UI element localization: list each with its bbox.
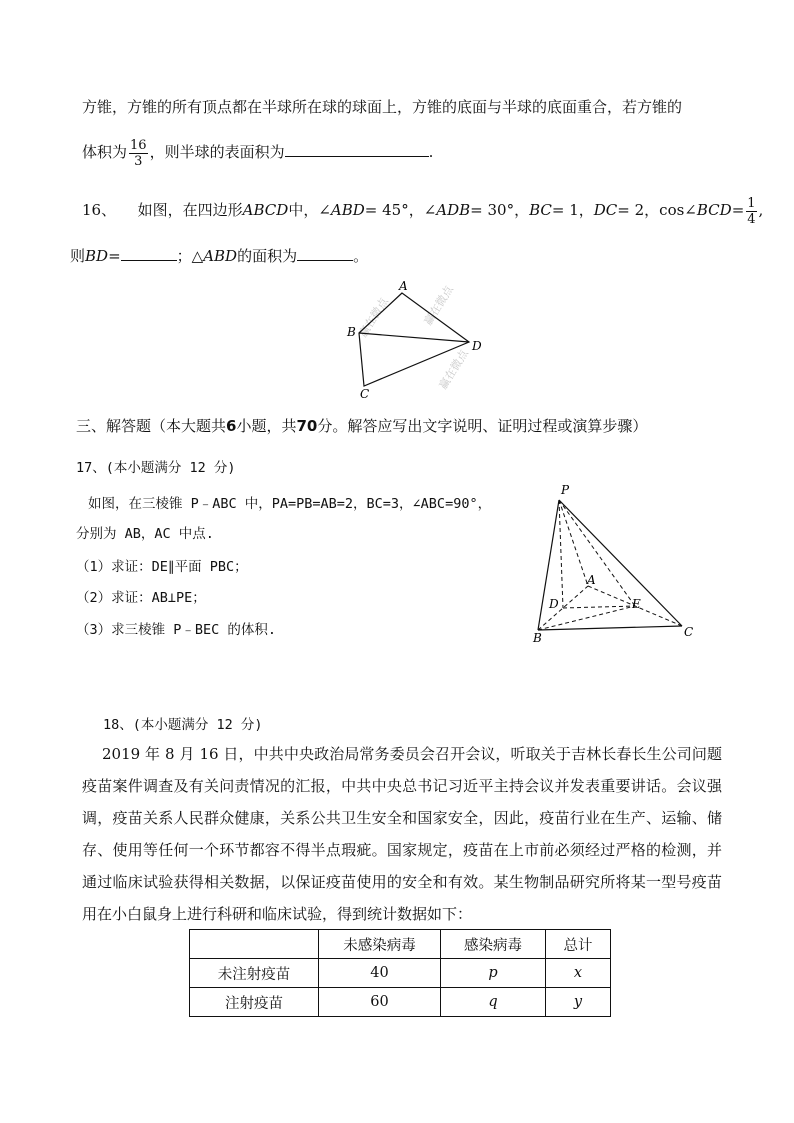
segment-pd [559, 500, 563, 608]
section-3-mid: 小题，共 [236, 417, 297, 435]
label-C2: C [684, 625, 694, 639]
q15-line2 [82, 132, 433, 172]
q15-answer-blank[interactable] [285, 142, 429, 157]
label-A: A [399, 279, 408, 293]
edge-pa [559, 500, 588, 586]
bd-answer-blank[interactable] [121, 246, 177, 261]
bd-eq: = [108, 247, 121, 265]
table-header-cell [190, 930, 319, 959]
section-3-count: 6 [226, 417, 237, 435]
q16-eq: = [731, 201, 745, 219]
q15-line1 [82, 96, 682, 117]
q15-question: ，则半球的表面积为 [149, 143, 285, 161]
section-3-suffix: 分。解答应写出文字说明、证明过程或演算步骤） [317, 417, 648, 435]
section-3-score: 70 [296, 417, 318, 435]
volume-fraction [129, 138, 148, 169]
angle2-name: ADB [436, 201, 471, 219]
q15-text: 方锥，方锥的所有顶点都在半球所在球的球面上，方锥的底面与半球的底面重合，若方锥的 [82, 98, 683, 116]
figure-watermark [356, 282, 472, 392]
angle2-value: = 30°， [470, 201, 530, 219]
section-3-prefix: 三、解答题（本大题共 [76, 417, 227, 435]
q17-part2: （2）求证：AB⊥PE； [76, 590, 206, 606]
cos-denominator: 4 [747, 211, 756, 227]
bc-value: = 1， [551, 201, 594, 219]
area-text: 的面积为 [237, 247, 298, 265]
edge-bc [538, 626, 682, 630]
q17-part1: （1）求证：DE∥平面 PBC； [76, 559, 248, 575]
angle1-name: ABD [330, 201, 365, 219]
abd-name: ABD [203, 247, 238, 265]
table-cell: y [546, 988, 611, 1017]
dc-name: DC [593, 201, 618, 219]
label-D: D [472, 339, 482, 353]
table-cell: 40 [319, 959, 441, 988]
cos-numerator: 1 [747, 195, 756, 211]
diagonal-bd [359, 333, 469, 342]
label-E: E [632, 597, 641, 611]
watermark-text-2: 赢在微点 [421, 283, 456, 328]
label-P: P [561, 483, 570, 497]
table-cell: q [441, 988, 546, 1017]
q17-stem-line1: 如图，在三棱锥 P﹣ABC 中，PA=PB=AB=2，BC=3，∠ABC=90°， [88, 496, 492, 512]
label-A2: A [587, 573, 596, 587]
table-cell: 未注射疫苗 [190, 959, 319, 988]
table-cell: 60 [319, 988, 441, 1017]
q17-header: 17、(本小题满分 12 分) [76, 460, 236, 476]
table-header-cell: 感染病毒 [441, 930, 546, 959]
bd-name: BD [85, 247, 109, 265]
q16-number: 16、 [82, 201, 117, 219]
table-header-cell: 总计 [546, 930, 611, 959]
table-header-row [190, 930, 611, 959]
q16-mid: 中，∠ [288, 201, 331, 219]
table-cell: x [546, 959, 611, 988]
angle1-value: = 45°，∠ [364, 201, 437, 219]
table-header-cell: 未感染病毒 [319, 930, 441, 959]
q16-intro: 如图，在四边形 [137, 201, 243, 219]
dc-value: = 2，cos∠ [617, 201, 697, 219]
q16-then: 则 [70, 247, 86, 265]
q17-stem-line2: 分别为 AB，AC 中点. [76, 526, 214, 542]
pyramid-figure [528, 480, 704, 646]
table-cell: 注射疫苗 [190, 988, 319, 1017]
q16-line1 [82, 190, 763, 230]
label-D2: D [549, 597, 559, 611]
volume-denominator: 3 [134, 153, 143, 169]
section-3-heading [76, 415, 647, 436]
label-C: C [360, 387, 370, 401]
quadrilateral-figure [335, 278, 495, 404]
q16-comma: , [758, 201, 764, 219]
table-cell: p [441, 959, 546, 988]
q15-volume-label: 体积为 [82, 143, 128, 161]
bcd-name: BCD [696, 201, 732, 219]
area-answer-blank[interactable] [297, 246, 353, 261]
volume-numerator: 16 [130, 137, 147, 153]
watermark-text-3: 赢在微点 [436, 347, 471, 392]
q17-part3: （3）求三棱锥 P﹣BEC 的体积. [76, 622, 277, 638]
table-row [190, 959, 611, 988]
label-B2: B [533, 631, 542, 645]
q15-end: . [428, 143, 434, 161]
quad-name: ABCD [242, 201, 289, 219]
q16-line2 [70, 245, 368, 266]
segment-de [563, 606, 635, 608]
q16-semicolon: ；△ [176, 247, 204, 265]
bc-name: BC [529, 201, 552, 219]
table-row [190, 988, 611, 1017]
label-B: B [347, 325, 356, 339]
watermark-text-1: 赢在微点 [356, 295, 391, 340]
vaccine-table [189, 929, 611, 1017]
cos-fraction [746, 196, 756, 227]
q18-paragraph: 2019 年 8 月 16 日，中共中央政治局常务委员会召开会议，听取关于吉林长春长生公司问题疫苗案件调查及有关问责情况的汇报，中共中央总书记习近平主持会议并发表重要讲话。会议强调，疫苗关系人民群众健康，关系公共卫生安全和国家安全，因此，疫苗行业在生产、运输、储存、使用等任何一个环节都容不得半点瑕疵。国家规定，疫苗在上市前必须经过严格的检测，并通过临床试验获得相关数据，以保证疫苗使用的安全和有效。某生物制品研究所将某一型号疫苗用在小白鼠身上进行科研和临床试验，得到统计数据如下： [82, 745, 722, 923]
q18-header: 18、(本小题满分 12 分) [103, 717, 263, 733]
q16-period: 。 [353, 247, 369, 265]
